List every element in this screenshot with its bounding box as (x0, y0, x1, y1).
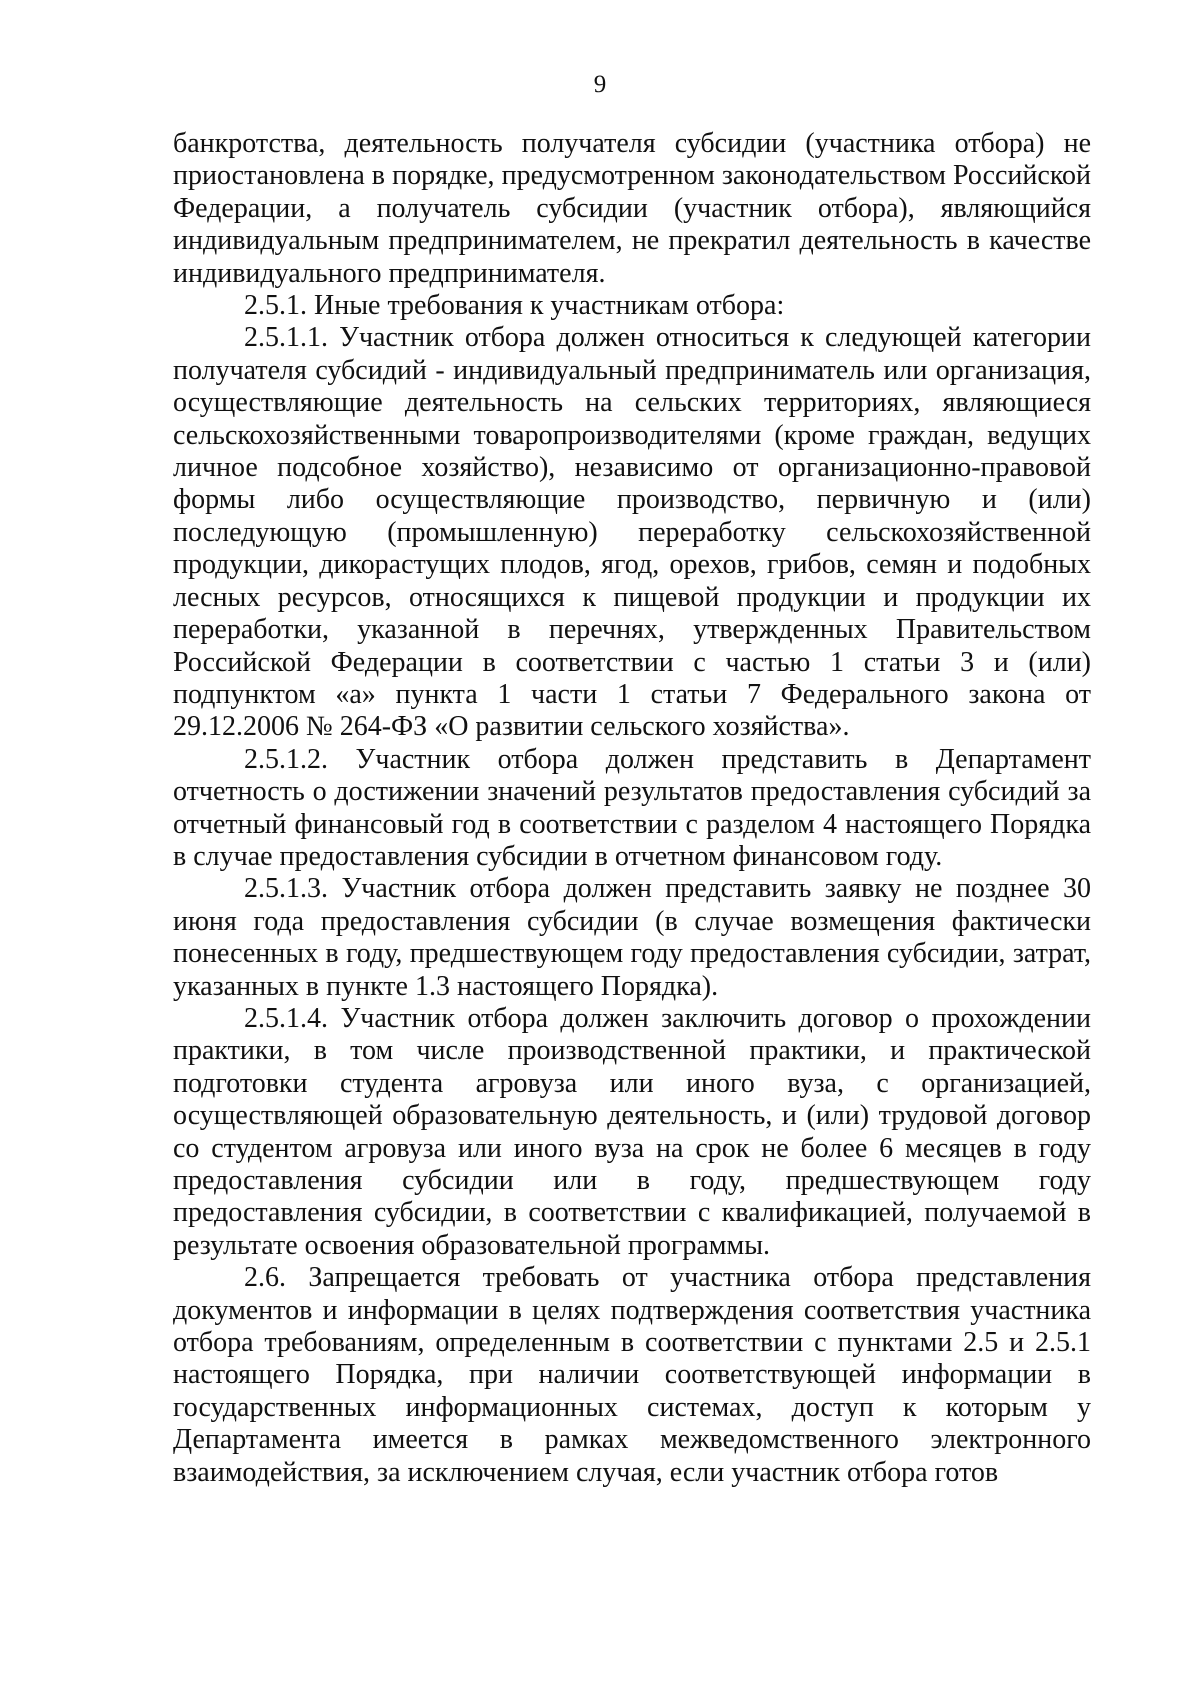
paragraph-2-5-1-4: 2.5.1.4. Участник отбора должен заключить договор о прохождении практики, в том числе производственной практики, и практической подготовки студента агровуза или иного вуза, с организацией, осуществляющей образовательную деятельность, и (или) трудовой договор со студентом агровуза или иного вуза на срок не более 6 месяцев в году предоставления субсидии или в году, предшествующем году предоставления субсидии, в соответствии с квалификацией, получаемой в результате освоения образовательной программы. (173, 1002, 1091, 1261)
paragraph-2-6: 2.6. Запрещается требовать от участника отбора представления документов и информации в целях подтверждения соответствия участника отбора требованиям, определенным в соответствии с пунктами 2.5 и 2.5.1 настоящего Порядка, при наличии соответствующей информации в государственных информационных системах, доступ к которым у Департамента имеется в рамках межведомственного электронного взаимодействия, за исключением случая, если участник отбора готов (173, 1262, 1091, 1488)
paragraph-2-5-1-1: 2.5.1.1. Участник отбора должен относиться к следующей категории получателя субсидий - индивидуальный предприниматель или организация, осуществляющие деятельность на сельских территориях, являющиеся сельскохозяйственными товаропроизводителями (кроме граждан, ведущих личное подсобное хозяйство), независимо от организационно-правовой формы либо осуществляющие производство, первичную и (или) последующую (промышленную) переработку сельскохозяйственной продукции, дикорастущих плодов, ягод, орехов, грибов, семян и подобных лесных ресурсов, относящихся к пищевой продукции и продукции их переработки, указанной в перечнях, утвержденных Правительством Российской Федерации в соответствии с частью 1 статьи 3 и (или) подпунктом «а» пункта 1 части 1 статьи 7 Федерального закона от 29.12.2006 № 264-ФЗ «О развитии сельского хозяйства». (173, 322, 1091, 743)
paragraph-2-5-1: 2.5.1. Иные требования к участникам отбора: (244, 290, 785, 322)
paragraph-2-5-1-3: 2.5.1.3. Участник отбора должен представить заявку не позднее 30 июня года предоставления субсидии (в случае возмещения фактически понесенных в году, предшествующем году предоставления субсидии, затрат, указанных в пункте 1.3 настоящего Порядка). (173, 873, 1091, 1002)
paragraph-2-5-1-2: 2.5.1.2. Участник отбора должен представить в Департамент отчетность о достижении значений результатов предоставления субсидий за отчетный финансовый год в соответствии с разделом 4 настоящего Порядка в случае предоставления субсидии в отчетном финансовом году. (173, 743, 1091, 872)
paragraph-bankruptcy-continuation: банкротства, деятельность получателя субсидии (участника отбора) не приостановлена в порядке, предусмотренном законодательством Российской Федерации, а получатель субсидии (участник отбора), являющийся индивидуальным предпринимателем, не прекратил деятельность в качестве индивидуального предпринимателя. (173, 128, 1091, 289)
document-body (173, 128, 1091, 1489)
page-number: 9 (593, 71, 607, 98)
